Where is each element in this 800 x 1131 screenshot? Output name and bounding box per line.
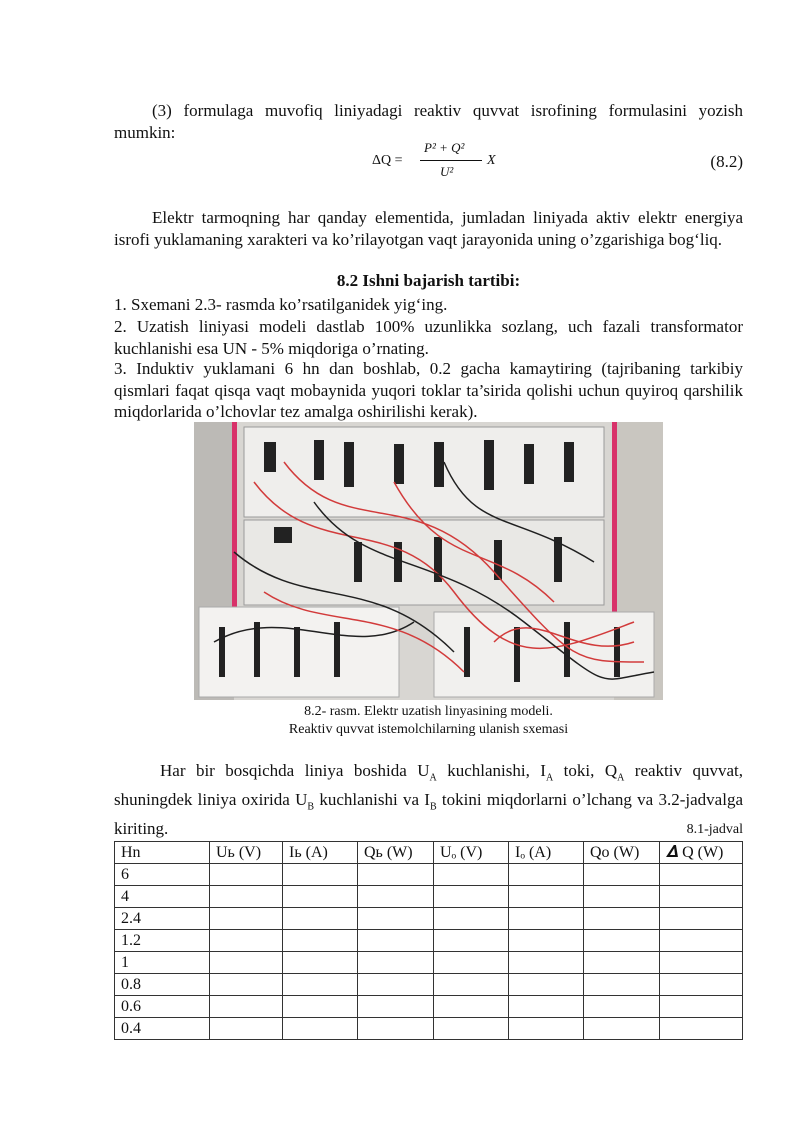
table-caption: 8.1-jadval [686,822,743,837]
formula-denominator: U² [440,164,454,179]
row-hn: 1 [115,952,210,974]
header-ib: Iь (A) [283,842,358,864]
fraction-bar [420,160,482,161]
row-hn: 6 [115,864,210,886]
figure-caption-line-1: 8.2- rasm. Elektr uzatish linyasining modeli. [304,704,553,719]
table-row [115,952,743,974]
table-row [115,1018,743,1040]
table-row [115,996,743,1018]
step-3: 3. Induktiv yuklamani 6 hn dan boshlab, 0.2 gacha kamaytiring (tajribaning tarkibiy qismlari faqat qisqa vaqt mobaynida yuqori toklar ta’sirida qolishi uchun quyiroq qarshilik miqdorlarida o’lchovlar tez amalga oshirilishi kerak). [114,359,743,421]
measurement-paragraph: Har bir bosqichda liniya boshida $U_A$ kuchlanishi, $I_A$ toki, $Q_A$ reaktiv quvvat, shuningdek liniya oxirida $U_B$ kuchlanishi va $I_B$ tokini miqdorlarni o’lchang va 3.2-jadvalga kiriting. [114,761,743,838]
row-hn: 4 [115,886,210,908]
measurement-table [114,841,743,1040]
formula-8-2 [372,140,496,186]
row-hn: 0.8 [115,974,210,996]
formula-numerator: P² + Q² [424,140,465,155]
header-hn: Hn [115,842,210,864]
step-2: 2. Uzatish liniyasi modeli dastlab 100% uzunlikka sozlang, uch fazali transformator kuchlanishi esa UN - 5% miqdoriga o’rnating. [114,317,743,358]
table-row [115,886,743,908]
row-hn: 2.4 [115,908,210,930]
table-row [115,908,743,930]
header-io: Iₒ (A) [509,842,584,864]
section-heading: 8.2 Ishni bajarish tartibi: [336,271,521,290]
formula-rhs: X [487,153,496,168]
row-hn: 0.6 [115,996,210,1018]
figure-caption-line-2: Reaktiv quvvat istemolchilarning ulanish sxemasi [288,722,569,737]
loss-paragraph: Elektr tarmoqning har qanday elementida, jumladan liniyada aktiv elektr energiya isrofi yuklamaning xarakteri va ko’rilayotgan vaqt jarayonida uning o’zgarishiga bog‘liq. [114,208,743,249]
formula-lhs: ΔQ = [372,153,403,168]
equation-number: (8.2) [710,152,743,171]
intro-paragraph: (3) formulaga muvofiq liniyadagi reaktiv quvvat isrofining formulasini yozish mumkin: [114,101,743,142]
row-hn: 0.4 [115,1018,210,1040]
table-row [115,864,743,886]
header-qo: Qo (W) [584,842,660,864]
table-header-row [115,842,743,864]
table-row [115,974,743,996]
table-row [115,930,743,952]
header-uo: Uₒ (V) [434,842,509,864]
header-ub: Uь (V) [210,842,283,864]
figure-caption [114,703,743,739]
step-1: 1. Sxemani 2.3- rasmda ko’rsatilganidek yig‘ing. [114,295,448,314]
lab-stand-photo [194,422,663,700]
row-hn: 1.2 [115,930,210,952]
header-delta-q: 𝜟 Q (W) [660,842,743,864]
header-qb: Qь (W) [358,842,434,864]
